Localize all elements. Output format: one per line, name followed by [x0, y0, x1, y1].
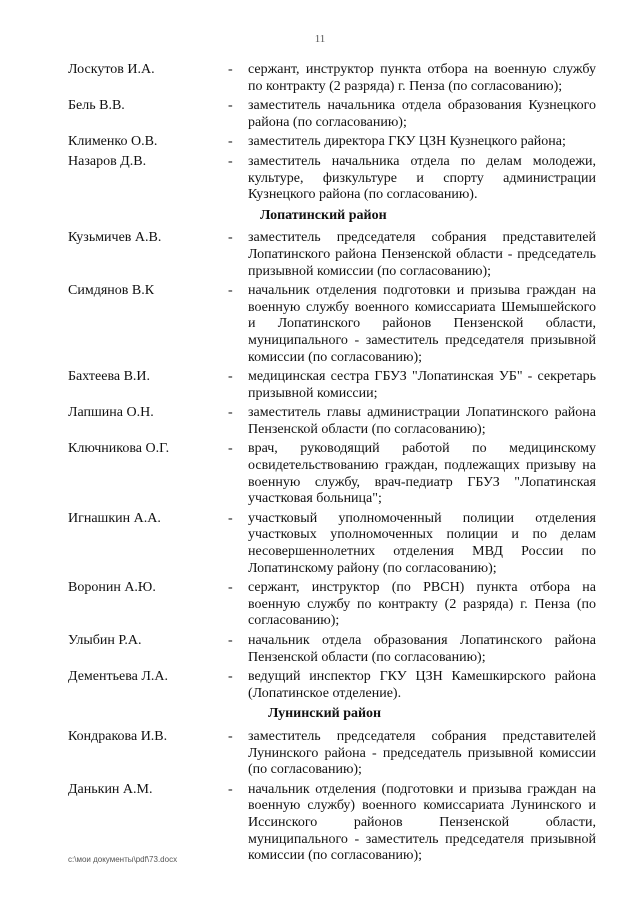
page-number: 11	[314, 33, 326, 45]
member-name: Улыбин Р.А.	[68, 633, 142, 648]
member-name: Кондракова И.В.	[68, 728, 168, 744]
member-position: сержант, инструктор (по РВСН) пункта отбора на военную службу по контракту (2 разряда) г. Пенза (по согласованию);	[248, 580, 596, 629]
member-position: начальник отдела образования Лопатинского района Пензенской области (по согласованию);	[248, 633, 596, 665]
list-item	[68, 669, 596, 702]
member-name: Данькин А.М.	[68, 781, 153, 797]
section-heading-lopatino: Лопатинский район	[260, 207, 387, 223]
dash: -	[228, 134, 233, 150]
member-position: заместитель директора ГКУ ЦЗН Кузнецкого района;	[248, 134, 566, 150]
list-item	[68, 283, 596, 366]
dash: -	[228, 441, 233, 457]
member-position: ведущий инспектор ГКУ ЦЗН Камешкирского района (Лопатинское отделение).	[248, 669, 596, 701]
dash: -	[228, 580, 233, 596]
list-item	[68, 729, 596, 779]
footer-file-path: c:\мои документы\pdf\73.docx	[68, 855, 178, 864]
block-lopatino	[68, 230, 596, 702]
member-position: участковый уполномоченный полиции отделения участковых уполномоченных полиции и по делам несовершеннолетних отделения МВД России по Лопатинскому району (по согласованию);	[248, 510, 596, 576]
dash: -	[228, 369, 233, 385]
member-position: заместитель начальника отдела образования Кузнецкого района (по согласованию);	[248, 98, 596, 130]
member-name: Игнашкин А.А.	[68, 510, 161, 526]
block-lunino	[68, 729, 596, 865]
list-item	[68, 405, 596, 438]
list-item	[68, 511, 596, 577]
member-name: Кузьмичев А.В.	[68, 230, 162, 246]
list-item	[68, 134, 596, 151]
list-item	[68, 154, 596, 204]
list-item	[68, 369, 596, 402]
list-item	[68, 230, 596, 280]
member-name: Лоскутов И.А.	[68, 62, 155, 77]
member-position: заместитель председателя собрания представителей Лопатинского района Пензенской области - председатель призывной комиссии (по согласованию);	[248, 230, 596, 279]
dash: -	[228, 98, 233, 114]
member-name: Ключникова О.Г.	[68, 441, 170, 457]
list-item	[68, 62, 596, 95]
block-kuznetsk	[68, 62, 596, 204]
member-position: начальник отделения подготовки и призыва граждан на военную службу военного комиссариата Шемышейского и Лопатинского районов Пензенской области, муниципального - заместитель председателя призывной комиссии (по согласованию);	[248, 283, 596, 365]
commission-list	[68, 62, 596, 868]
member-name: Дементьева Л.А.	[68, 669, 168, 685]
member-position: заместитель начальника отдела по делам молодежи, культуре, физкультуре и спорту администрации Кузнецкого района (по согласованию).	[248, 153, 596, 203]
member-position: начальник отделения (подготовки и призыва граждан на военную службу) военного комиссариата Лунинского и Иссинского районов Пензенской области, муниципального - заместитель председателя призывной комиссии (по согласованию);	[248, 781, 596, 864]
dash: -	[228, 728, 233, 744]
dash: -	[228, 153, 233, 169]
member-position: врач, руководящий работой по медицинскому освидетельствованию граждан, подлежащих призыву на военную службу, врач-педиатр ГБУЗ "Лопатинская участковая больница";	[248, 441, 596, 507]
dash: -	[228, 62, 233, 77]
dash: -	[228, 283, 233, 299]
section-heading-lunino: Лунинский район	[268, 706, 382, 722]
member-name: Бель В.В.	[68, 98, 125, 114]
dash: -	[228, 405, 233, 421]
dash: -	[228, 633, 233, 648]
member-position: заместитель председателя собрания представителей Лунинского района - председатель призывной комиссии (по согласованию);	[248, 728, 596, 778]
member-name: Назаров Д.В.	[68, 153, 147, 169]
member-position: сержант, инструктор пункта отбора на военную службу по контракту (2 разряда) г. Пенза (по согласованию);	[248, 62, 596, 94]
dash: -	[228, 510, 233, 526]
member-position: медицинская сестра ГБУЗ "Лопатинская УБ" - секретарь призывной комиссии;	[248, 369, 596, 401]
member-name: Симдянов В.К	[68, 283, 155, 299]
dash: -	[228, 669, 233, 685]
member-name: Бахтеева В.И.	[68, 369, 151, 385]
member-position: заместитель главы администрации Лопатинского района Пензенской области (по согласованию);	[248, 405, 596, 437]
dash: -	[228, 230, 233, 246]
list-item	[68, 782, 596, 865]
member-name: Клименко О.В.	[68, 134, 158, 150]
list-item	[68, 633, 596, 666]
list-item	[68, 441, 596, 507]
list-item	[68, 98, 596, 131]
list-item	[68, 580, 596, 630]
member-name: Лапшина О.Н.	[68, 405, 154, 421]
dash: -	[228, 781, 233, 797]
member-name: Воронин А.Ю.	[68, 580, 156, 596]
